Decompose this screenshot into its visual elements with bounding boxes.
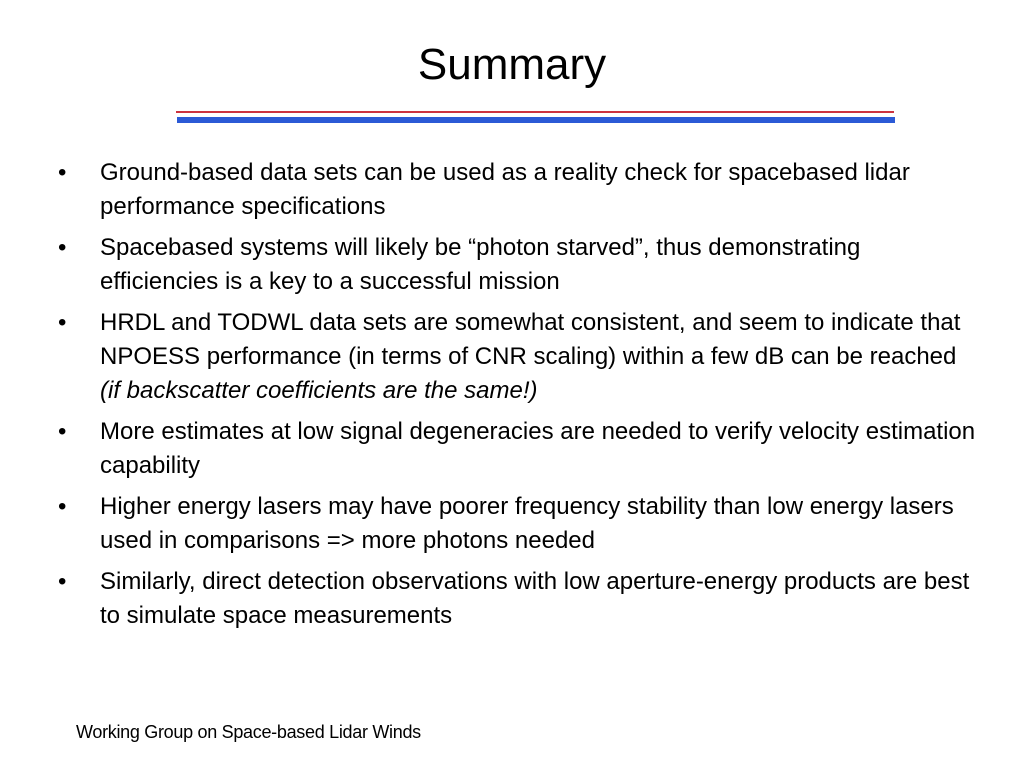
bullet-item — [56, 490, 976, 558]
bullet-text: Spacebased systems will likely be “photon starved”, thus demonstrating efficiencies is a key to a successful mission — [100, 234, 861, 295]
bullet-marker: • — [58, 309, 67, 336]
bullet-text: Similarly, direct detection observations with low aperture-energy products are best to simulate space measurements — [100, 568, 970, 629]
bullet-marker: • — [58, 568, 67, 595]
slide-title: Summary — [417, 40, 607, 89]
bullet-list — [56, 156, 976, 640]
bullet-item — [56, 565, 976, 633]
bullet-emphasis: (if backscatter coefficients are the same!) — [100, 377, 538, 404]
bullet-text: Ground-based data sets can be used as a reality check for spacebased lidar performance specifications — [100, 159, 910, 220]
bullet-item — [56, 306, 976, 408]
bullet-item — [56, 231, 976, 299]
bullet-text: HRDL and TODWL data sets are somewhat consistent, and seem to indicate that NPOESS performance (in terms of CNR scaling) within a few dB can be reached — [100, 309, 961, 370]
bullet-marker: • — [58, 159, 67, 186]
title-underline-thin — [176, 111, 894, 113]
bullet-marker: • — [58, 418, 67, 445]
bullet-item — [56, 156, 976, 224]
footer-text: Working Group on Space-based Lidar Winds — [76, 722, 421, 742]
bullet-item — [56, 415, 976, 483]
bullet-text: Higher energy lasers may have poorer frequency stability than low energy lasers used in comparisons => more photons needed — [100, 493, 954, 554]
bullet-marker: • — [58, 234, 67, 261]
title-underline-thick — [177, 117, 895, 123]
bullet-marker: • — [58, 493, 67, 520]
bullet-text: More estimates at low signal degeneracies are needed to verify velocity estimation capability — [100, 418, 976, 479]
